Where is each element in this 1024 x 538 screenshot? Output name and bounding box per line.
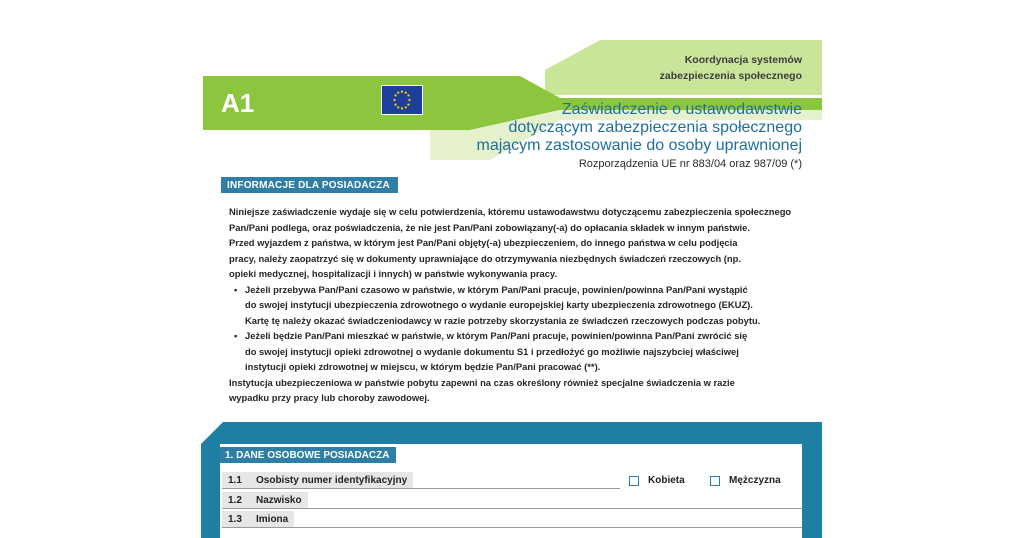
info-para-2-line-1: Przed wyjazdem z państwa, w którym jest Pan/Pani objęty(-a) ubezpieczeniem, do innego państwa w celu podjęcia — [229, 237, 738, 248]
male-label: Mężczyzna — [729, 475, 781, 486]
coordination-line-2: zabezpieczenia społecznego — [659, 70, 802, 82]
title-line-1: Zaświadczenie o ustawodawstwie — [561, 101, 802, 118]
gender-male-option[interactable] — [710, 475, 781, 486]
female-checkbox[interactable] — [629, 476, 639, 486]
bullet-2-line-2: do swojej instytucji opieki zdrowotnej o wydanie dokumentu S1 i przedłożyć go możliwie najszybciej właściwej — [245, 345, 739, 357]
regulation-reference: Rozporządzenia UE nr 883/04 oraz 987/09 (*) — [578, 158, 802, 170]
field-number: 1.3 — [222, 511, 250, 527]
field-underline — [222, 508, 802, 509]
info-para-1-line-1: Niniejsze zaświadczenie wydaje się w celu potwierdzenia, któremu ustawodawstwu dotyczącemu zabezpieczenia społecznego — [229, 206, 792, 217]
info-para-3-line-1: Instytucja ubezpieczeniowa w państwie pobytu zapewni na czas określony również specjalne świadczenia w razie — [229, 376, 735, 388]
bullet-2-line-1: • Jeżeli będzie Pan/Pani mieszkać w państwie, w którym Pan/Pani pracuje, powinien/powinna Pan/Pani zwrócić się — [229, 328, 807, 344]
title-line-2: dotyczącym zabezpieczenia społecznego — [508, 119, 802, 136]
title-line-3: mającym zastosowanie do osoby uprawnionej — [476, 137, 802, 154]
bullet-1-line-1: • Jeżeli przebywa Pan/Pani czasowo w państwie, w którym Pan/Pani pracuje, powinien/powinna Pan/Pani wystąpić — [229, 282, 807, 298]
info-heading: INFORMACJE DLA POSIADACZA — [221, 177, 398, 193]
bullet-1-line-3: Kartę tę należy okazać świadczeniodawcy w razie potrzeby skorzystania ze świadczeń rzeczowych podczas pobytu. — [245, 314, 761, 326]
info-para-1-line-2: Pan/Pani podlega, oraz poświadczenia, że nie jest Pan/Pani zobowiązany(-a) do opłacania składek w innym państwie. — [229, 221, 750, 233]
form-code: A1 — [221, 88, 255, 118]
bullet-2-line-3: instytucji opieki zdrowotnej w miejscu, w którym będzie Pan/Pani pracować (**). — [245, 361, 601, 372]
field-number: 1.1 — [222, 472, 250, 488]
info-para-2-line-3: opieki medycznej, hospitalizacji i innych) w państwie wykonywania pracy. — [229, 268, 558, 279]
field-label: Nazwisko — [250, 492, 308, 508]
gender-female-option[interactable] — [629, 475, 685, 486]
female-label: Kobieta — [648, 475, 685, 486]
field-row-first-names[interactable] — [222, 511, 802, 527]
section-1-heading: 1. DANE OSOBOWE POSIADACZA — [220, 447, 396, 463]
field-label: Imiona — [250, 511, 294, 527]
male-checkbox[interactable] — [710, 476, 720, 486]
header-band — [0, 0, 1024, 200]
info-para-3-line-2: wypadku przy pracy lub choroby zawodowej. — [229, 392, 430, 403]
bullet-1-line-2: do swojej instytucji ubezpieczenia zdrowotnego o wydanie europejskiej karty ubezpieczenia zdrowotnego (EKUZ). — [245, 299, 753, 310]
info-body — [229, 204, 807, 406]
title-block — [476, 101, 802, 170]
coordination-line-1: Koordynacja systemów — [684, 54, 802, 66]
field-row-surname[interactable] — [222, 492, 802, 508]
info-bullets — [229, 282, 807, 375]
eu-flag-icon — [381, 85, 423, 115]
coordination-label — [660, 52, 802, 84]
field-underline — [222, 527, 802, 528]
field-underline — [222, 488, 620, 489]
info-para-2-line-2: pracy, należy zaopatrzyć się w dokumenty uprawniające do otrzymywania niezbędnych świadczeń rzeczowych (np. — [229, 252, 741, 264]
field-label: Osobisty numer identyfikacyjny — [250, 472, 413, 488]
field-number: 1.2 — [222, 492, 250, 508]
field-row-personal-id[interactable] — [222, 472, 620, 488]
